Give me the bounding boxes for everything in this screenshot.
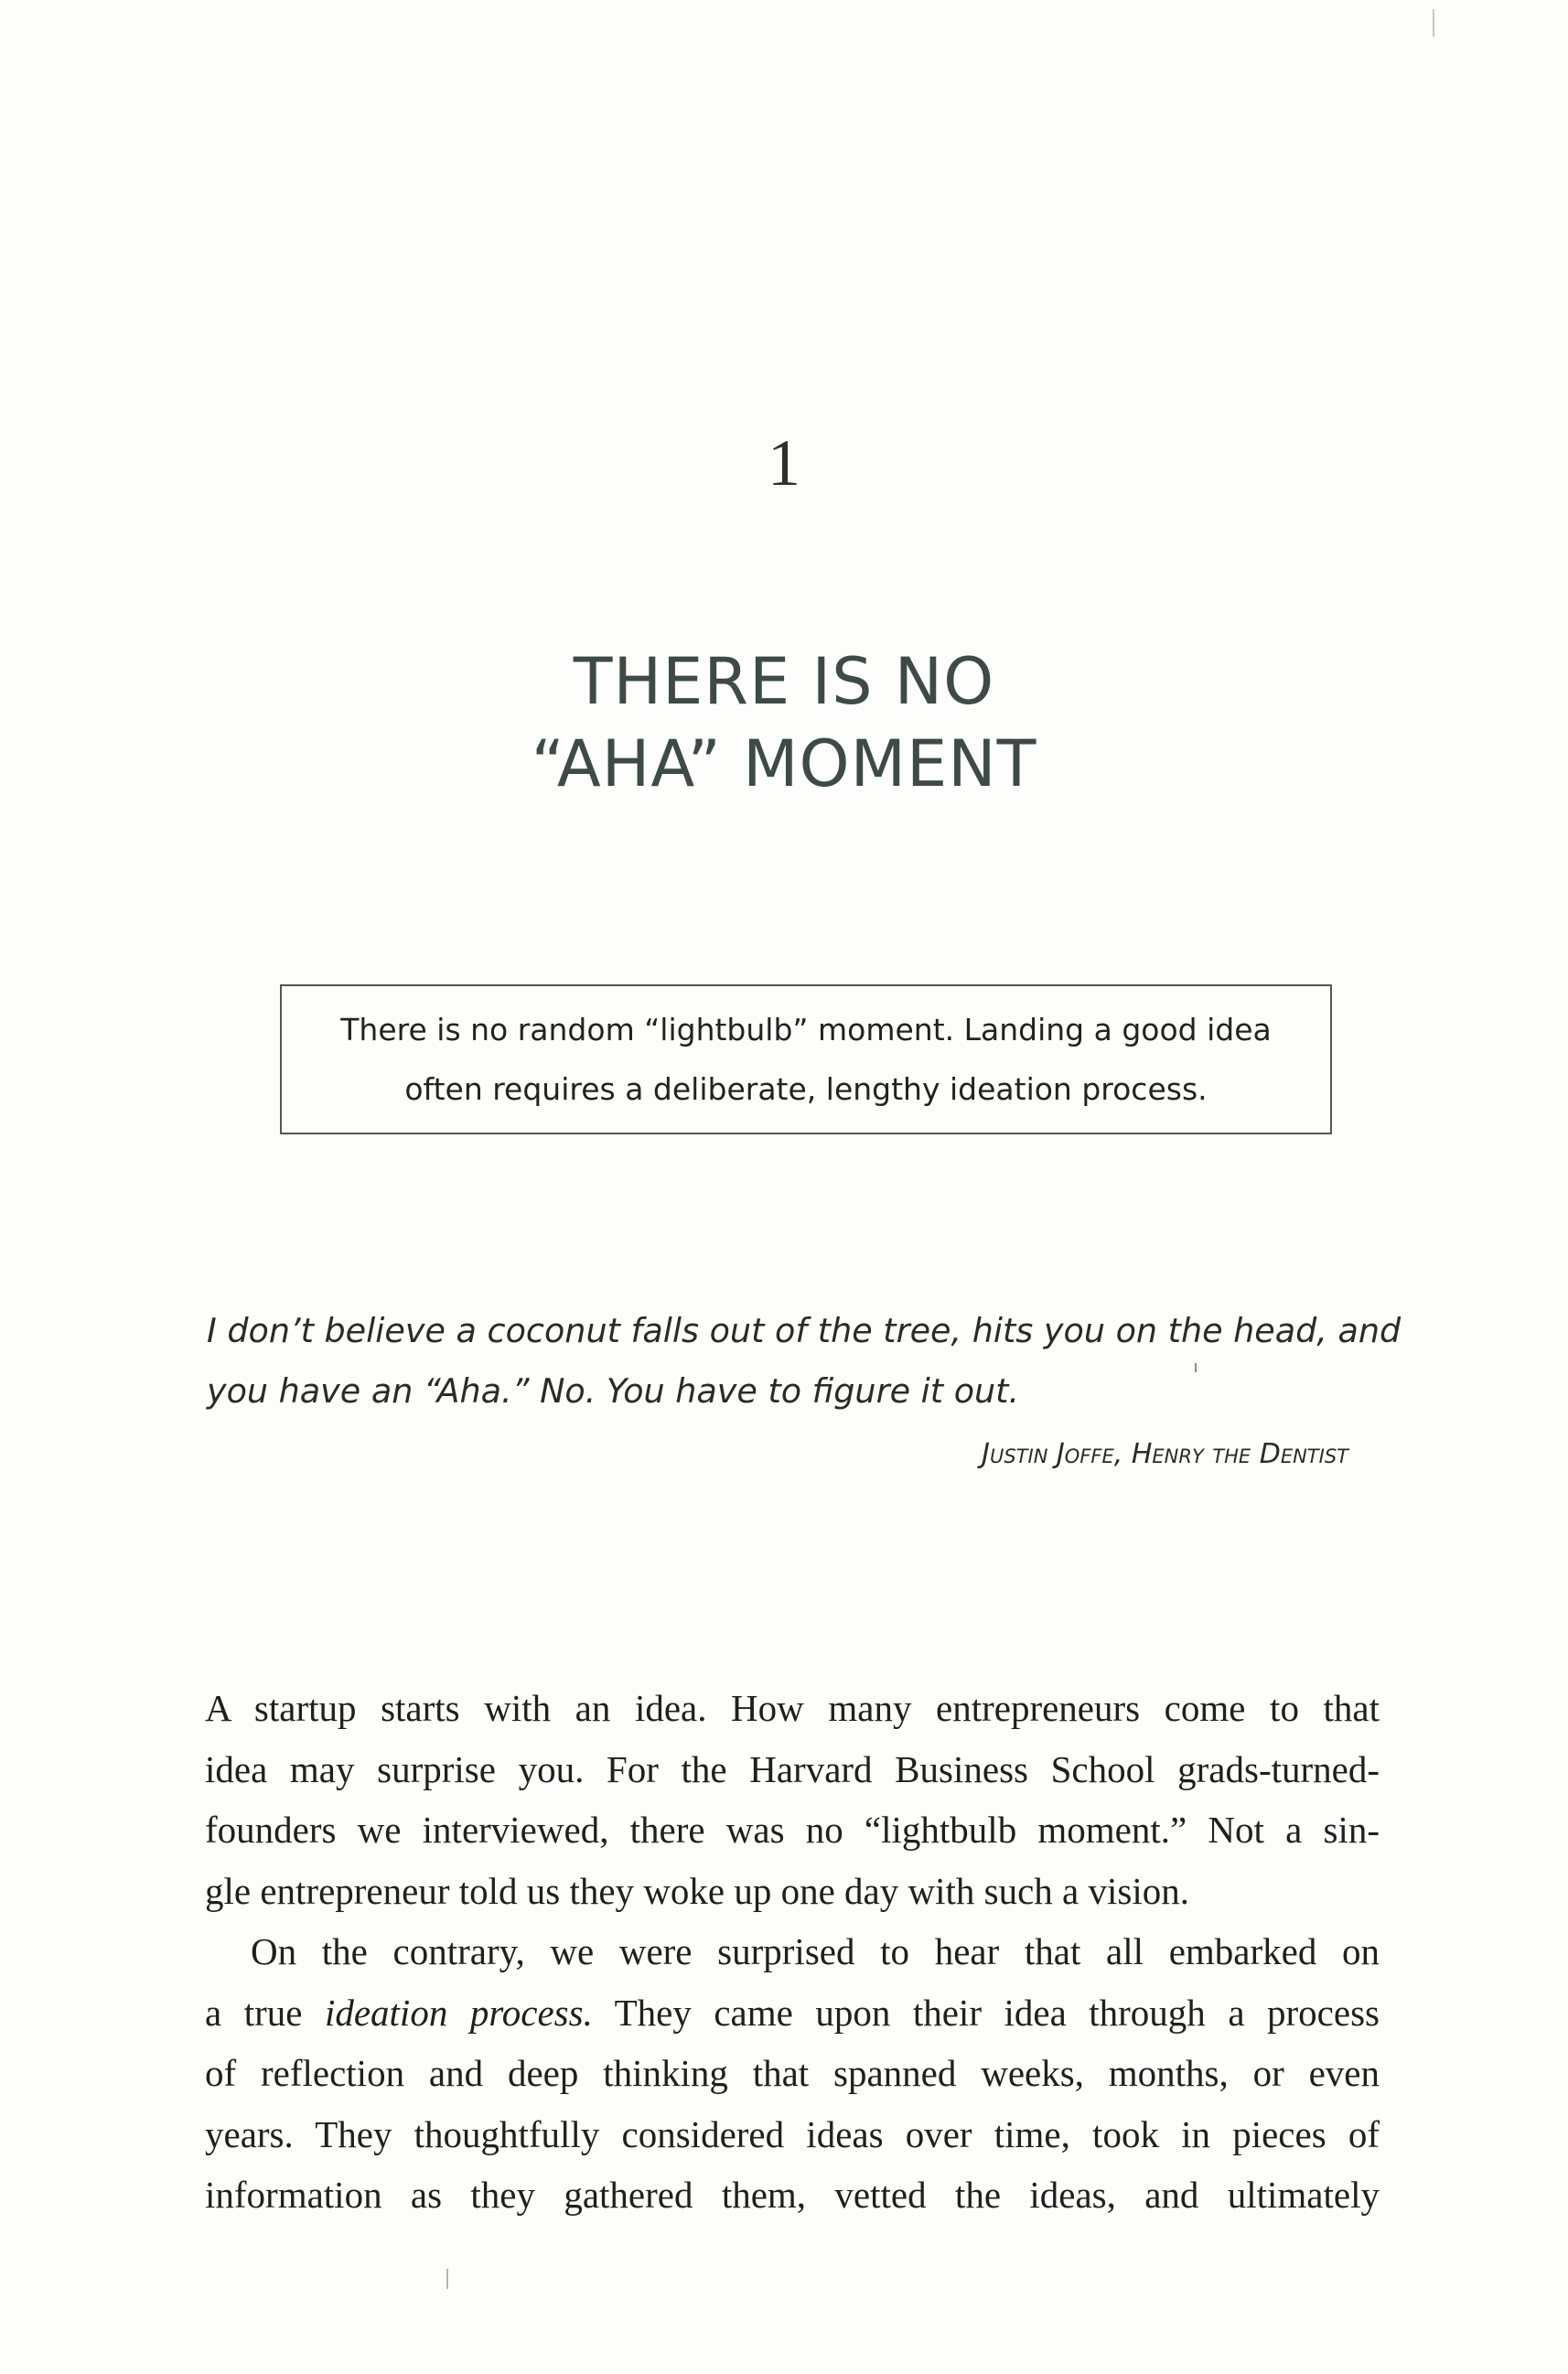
body-line: idea may surprise you. For the Harvard Business School grads-turned- xyxy=(205,1747,1380,1790)
scan-artifact-mark xyxy=(1433,9,1434,37)
body-line: A startup starts with an idea. How many entrepreneurs come to that xyxy=(205,1687,1380,1729)
epigraph-line: I don’t believe a coconut falls out of the tree, hits you on the head, and xyxy=(207,1311,1402,1350)
body-text xyxy=(205,1678,1380,2226)
summary-line: often requires a deliberate, lengthy ideation process. xyxy=(404,1071,1208,1107)
chapter-title-line: “AHA” MOMENT xyxy=(531,726,1037,801)
body-line: On the contrary, we were surprised to hear that all embarked on xyxy=(251,1930,1380,1972)
body-line: gle entrepreneur told us they woke up one day with such a vision. xyxy=(205,1869,1189,1912)
body-line xyxy=(205,1982,1380,2044)
chapter-number: 1 xyxy=(768,426,800,500)
body-line: of reflection and deep thinking that spanned weeks, months, or even xyxy=(205,2052,1380,2094)
body-emphasis: ideation process. xyxy=(324,1991,593,2034)
body-line: information as they gathered them, vetted the ideas, and ultimately xyxy=(205,2174,1380,2216)
epigraph-attribution: Justin Joffe, Henry the Dentist xyxy=(982,1438,1348,1470)
body-text-run: a true xyxy=(205,1991,325,2034)
body-text-run: They came upon their idea through a process xyxy=(592,1991,1380,2034)
chapter-title xyxy=(0,640,1568,805)
body-line: founders we interviewed, there was no “lightbulb moment.” Not a sin- xyxy=(205,1809,1380,1851)
chapter-title-line: THERE IS NO xyxy=(573,644,995,719)
scan-artifact-mark xyxy=(1195,1363,1197,1372)
body-line: years. They thoughtfully considered ideas over time, took in pieces of xyxy=(205,2112,1380,2155)
epigraph xyxy=(207,1301,1402,1482)
epigraph-quote xyxy=(207,1301,1402,1422)
epigraph-line: you have an “Aha.” No. You have to figure it out. xyxy=(207,1371,1020,1411)
scan-artifact-mark xyxy=(446,2269,448,2289)
chapter-summary-box xyxy=(280,984,1332,1134)
summary-line: There is no random “lightbulb” moment. Landing a good idea xyxy=(340,1012,1272,1047)
